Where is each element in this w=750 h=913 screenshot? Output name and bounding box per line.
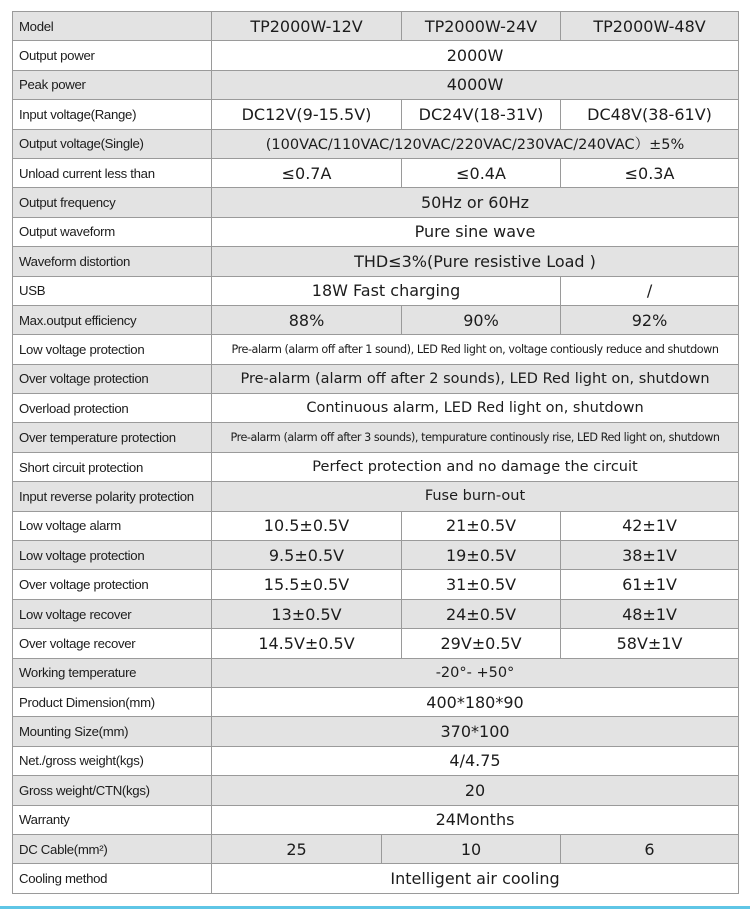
cell-value: Pre-alarm (alarm off after 3 sounds), tempurature continously rise, LED Red light on, shutdown	[212, 423, 739, 452]
cell-value: 4/4.75	[212, 746, 739, 775]
row-label: Working temperature	[13, 658, 212, 687]
table-row-output-frequency	[13, 188, 739, 217]
table-row-output-voltage	[13, 129, 739, 158]
cell-value: 400*180*90	[212, 687, 739, 716]
cell-value: 370*100	[212, 717, 739, 746]
table-row-unload-current	[13, 158, 739, 187]
row-label: Waveform distortion	[13, 247, 212, 276]
table-row-low-voltage-recover	[13, 599, 739, 628]
cell-value: -20°- +50°	[212, 658, 739, 687]
cell-12v: ≤0.7A	[212, 158, 402, 187]
row-label: Output voltage(Single)	[13, 129, 212, 158]
cell-value: Fuse burn-out	[212, 482, 739, 511]
cell-48v: 42±1V	[561, 511, 739, 540]
row-label: Low voltage recover	[13, 599, 212, 628]
spec-sheet	[12, 11, 738, 894]
row-label: Input voltage(Range)	[13, 100, 212, 129]
cell-value: Pre-alarm (alarm off after 1 sound), LED Red light on, voltage contiously reduce and shutdown	[212, 335, 739, 364]
row-label: Over temperature protection	[13, 423, 212, 452]
row-label: Max.output efficiency	[13, 305, 212, 334]
cell-12v: 25	[212, 834, 382, 863]
table-row-working-temperature	[13, 658, 739, 687]
cell-value: Pre-alarm (alarm off after 2 sounds), LED Red light on, shutdown	[212, 364, 739, 393]
cell-48v: 61±1V	[561, 570, 739, 599]
row-label: Net./gross weight(kgs)	[13, 746, 212, 775]
table-row-cooling-method	[13, 864, 739, 893]
cell-value: Perfect protection and no damage the circuit	[212, 452, 739, 481]
table-row-input-voltage	[13, 100, 739, 129]
table-row-over-voltage-recover	[13, 629, 739, 658]
table-row-over-temperature-protection	[13, 423, 739, 452]
table-row-product-dimension	[13, 687, 739, 716]
cell-value: 50Hz or 60Hz	[212, 188, 739, 217]
cell-24v: 21±0.5V	[402, 511, 561, 540]
cell-value: (100VAC/110VAC/120VAC/220VAC/230VAC/240VAC）±5%	[212, 129, 739, 158]
cell-24v: DC24V(18-31V)	[402, 100, 561, 129]
cell-48v: 38±1V	[561, 541, 739, 570]
cell-48v: 48±1V	[561, 599, 739, 628]
cell-value: 24Months	[212, 805, 739, 834]
cell-48v: ≤0.3A	[561, 158, 739, 187]
cell-value: THD≤3%(Pure resistive Load )	[212, 247, 739, 276]
row-label: Unload current less than	[13, 158, 212, 187]
cell-24v: 90%	[402, 305, 561, 334]
table-row-waveform-distortion	[13, 247, 739, 276]
table-row-warranty	[13, 805, 739, 834]
table-row-efficiency	[13, 305, 739, 334]
table-row-output-power	[13, 41, 739, 70]
cell-48v: DC48V(38-61V)	[561, 100, 739, 129]
table-row-mounting-size	[13, 717, 739, 746]
cell-24v: 31±0.5V	[402, 570, 561, 599]
cell-48v: /	[561, 276, 739, 305]
row-label: Product Dimension(mm)	[13, 687, 212, 716]
cell-value: Pure sine wave	[212, 217, 739, 246]
table-row-short-circuit-protection	[13, 452, 739, 481]
cell-12v: 15.5±0.5V	[212, 570, 402, 599]
table-row-low-voltage-protection-desc	[13, 335, 739, 364]
row-label: Warranty	[13, 805, 212, 834]
row-label: Low voltage protection	[13, 541, 212, 570]
cell-24v: 24±0.5V	[402, 599, 561, 628]
row-label: Over voltage recover	[13, 629, 212, 658]
table-row-over-voltage-protection-desc	[13, 364, 739, 393]
cell-value: 20	[212, 776, 739, 805]
row-label: Output frequency	[13, 188, 212, 217]
row-label: Low voltage alarm	[13, 511, 212, 540]
table-row-over-voltage-protection	[13, 570, 739, 599]
row-label: Mounting Size(mm)	[13, 717, 212, 746]
cell-value: Continuous alarm, LED Red light on, shutdown	[212, 394, 739, 423]
row-label: Output waveform	[13, 217, 212, 246]
table-row-model	[13, 12, 739, 41]
cell-24v: 29V±0.5V	[402, 629, 561, 658]
row-label: Over voltage protection	[13, 364, 212, 393]
cell-48v: 58V±1V	[561, 629, 739, 658]
row-label: Cooling method	[13, 864, 212, 893]
row-label: Low voltage protection	[13, 335, 212, 364]
table-row-net-gross-weight	[13, 746, 739, 775]
model-24v: TP2000W-24V	[402, 12, 561, 41]
row-label: Model	[13, 12, 212, 41]
cell-12v: 14.5V±0.5V	[212, 629, 402, 658]
row-label: Gross weight/CTN(kgs)	[13, 776, 212, 805]
cell-12v: 13±0.5V	[212, 599, 402, 628]
cell-24v: 10	[382, 834, 561, 863]
table-row-low-voltage-protection	[13, 541, 739, 570]
table-row-peak-power	[13, 70, 739, 99]
cell-24v: 19±0.5V	[402, 541, 561, 570]
model-48v: TP2000W-48V	[561, 12, 739, 41]
row-label: Output power	[13, 41, 212, 70]
table-row-low-voltage-alarm	[13, 511, 739, 540]
row-label: Short circuit protection	[13, 452, 212, 481]
row-label: DC Cable(mm²)	[13, 834, 212, 863]
table-row-usb	[13, 276, 739, 305]
table-row-reverse-polarity	[13, 482, 739, 511]
cell-12v-24v: 18W Fast charging	[212, 276, 561, 305]
cell-12v: 10.5±0.5V	[212, 511, 402, 540]
table-row-gross-weight-ctn	[13, 776, 739, 805]
cell-value: 4000W	[212, 70, 739, 99]
cell-value: 2000W	[212, 41, 739, 70]
row-label: USB	[13, 276, 212, 305]
table-row-dc-cable	[13, 834, 739, 863]
cell-12v: 88%	[212, 305, 402, 334]
row-label: Peak power	[13, 70, 212, 99]
table-row-overload-protection	[13, 394, 739, 423]
cell-24v: ≤0.4A	[402, 158, 561, 187]
row-label: Input reverse polarity protection	[13, 482, 212, 511]
cell-48v: 92%	[561, 305, 739, 334]
cell-12v: 9.5±0.5V	[212, 541, 402, 570]
row-label: Over voltage protection	[13, 570, 212, 599]
cell-12v: DC12V(9-15.5V)	[212, 100, 402, 129]
bottom-accent-line	[0, 906, 750, 909]
model-12v: TP2000W-12V	[212, 12, 402, 41]
row-label: Overload protection	[13, 394, 212, 423]
cell-48v: 6	[561, 834, 739, 863]
table-row-output-waveform	[13, 217, 739, 246]
spec-table	[12, 11, 739, 894]
cell-value: Intelligent air cooling	[212, 864, 739, 893]
